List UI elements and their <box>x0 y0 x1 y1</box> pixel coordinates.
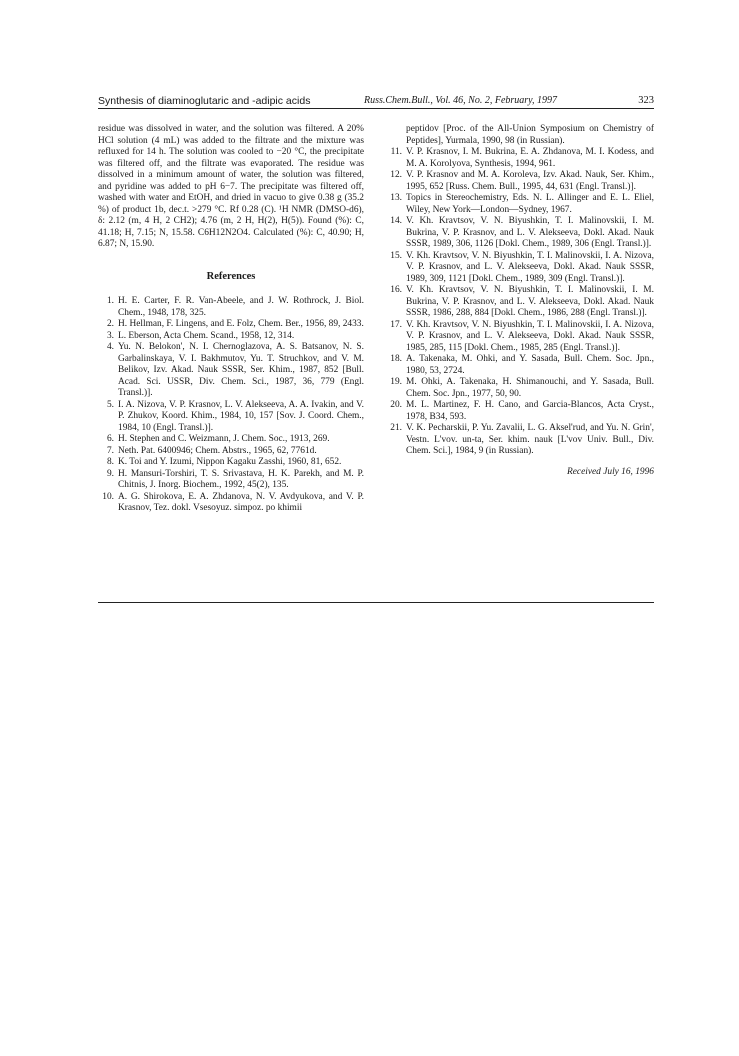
reference-text: Yu. N. Belokon', N. I. Chernoglazova, A. S. Batsanov, N. S. Garbalinskaya, V. I. Bakhmutov, Yu. T. Struchkov, and V. M. Belikov, Izv. Akad. Nauk SSSR, Ser. Khim., 1987, 852 [Bull. Acad. Sci. USSR, Div. Chem. Sci., 1987, 36, 779 (Engl. Transl.)]. <box>118 342 364 398</box>
reference-item <box>98 469 364 492</box>
reference-number: 18. <box>390 354 402 364</box>
reference-number: 10. <box>102 491 114 502</box>
reference-number: 21. <box>390 423 402 433</box>
reference-item <box>98 296 364 319</box>
reference-item <box>98 319 364 331</box>
header-rule <box>98 108 654 109</box>
reference-text: Topics in Stereochemistry, Eds. N. L. Allinger and E. L. Eliel, Wiley, New York—London—Sydney, 1967. <box>406 193 654 215</box>
reference-text: Neth. Pat. 6400946; Chem. Abstrs., 1965, 62, 7761d. <box>118 445 317 456</box>
reference-list-left <box>98 296 364 515</box>
reference-text: V. Kh. Kravtsov, V. N. Biyushkin, T. I. Malinovskii, I. M. Bukrina, V. P. Krasnov, and L. V. Alekseeva, Dokl. Akad. Nauk SSSR, 1986, 288, 884 [Dokl. Chem., 1986, 288 (Engl. Transl.)]. <box>406 285 654 318</box>
reference-number: 6. <box>106 434 114 444</box>
reference-number: 14. <box>390 216 402 226</box>
reference-list-right <box>386 147 654 458</box>
reference-item <box>386 193 654 216</box>
reference-text: H. Hellman, F. Lingens, and E. Folz, Chem. Ber., 1956, 89, 2433. <box>118 319 364 329</box>
reference-text: H. E. Carter, F. R. Van-Abeele, and J. W. Rothrock, J. Biol. Chem., 1948, 178, 325. <box>118 296 364 318</box>
reference-item <box>386 354 654 377</box>
reference-number: 1. <box>106 296 114 306</box>
reference-item <box>98 446 364 458</box>
reference-text: H. Stephen and C. Weizmann, J. Chem. Soc., 1913, 269. <box>118 434 330 444</box>
reference-item <box>386 147 654 170</box>
reference-item <box>386 170 654 193</box>
footer-rule <box>98 602 654 603</box>
reference-text: K. Toi and Y. Izumi, Nippon Kagaku Zasshi, 1960, 81, 652. <box>118 457 342 467</box>
reference-item <box>386 377 654 400</box>
reference-item <box>98 457 364 469</box>
reference-number: 4. <box>106 342 114 352</box>
right-column <box>386 124 654 478</box>
header-journal-citation: Russ.Chem.Bull., Vol. 46, No. 2, February, 1997 <box>364 95 558 106</box>
page-number: 323 <box>638 95 654 106</box>
references-heading: References <box>206 270 256 282</box>
received-date: Received July 16, 1996 <box>567 466 654 477</box>
reference-item <box>386 251 654 286</box>
reference-number: 7. <box>106 445 114 456</box>
reference-number: 5. <box>106 399 114 410</box>
reference-10-continuation: peptidov [Proc. of the All-Union Symposium on Chemistry of Peptides], Yurmala, 1990, 98 (in Russian). <box>406 124 654 146</box>
reference-text: H. Mansuri-Torshiri, T. S. Srivastava, H. K. Parekh, and M. P. Chitnis, J. Inorg. Biochem., 1992, 45(2), 135. <box>118 468 364 490</box>
reference-number: 15. <box>390 250 402 261</box>
reference-item <box>386 423 654 458</box>
header-article-title: Synthesis of diaminoglutaric and -adipic acids <box>98 95 311 107</box>
reference-item <box>98 400 364 435</box>
reference-text: L. Eberson, Acta Chem. Scand., 1958, 12, 314. <box>118 330 295 341</box>
reference-text: I. A. Nizova, V. P. Krasnov, L. V. Alekseeva, A. A. Ivakin, and V. P. Zhukov, Koord. Khim., 1984, 10, 157 [Sov. J. Coord. Chem., 1984, 10 (Engl. Transl.)]. <box>118 399 364 433</box>
reference-item <box>386 320 654 355</box>
reference-number: 20. <box>390 400 402 410</box>
left-column <box>98 124 364 515</box>
reference-text: V. P. Krasnov and M. A. Koroleva, Izv. Akad. Nauk, Ser. Khim., 1995, 652 [Russ. Chem. Bull., 1995, 44, 631 (Engl. Transl.)]. <box>406 170 654 192</box>
reference-text: V. Kh. Kravtsov, V. N. Biyushkin, T. I. Malinovskii, I. A. Nizova, V. P. Krasnov, and L. V. Alekseeva, Dokl. Akad. Nauk SSSR, 1989, 309, 1121 [Dokl. Chem., 1989, 309 (Engl. Transl.)]. <box>406 250 654 284</box>
reference-number: 16. <box>390 285 402 295</box>
reference-item <box>98 331 364 343</box>
reference-number: 13. <box>390 193 402 203</box>
reference-item <box>386 285 654 320</box>
reference-number: 8. <box>106 457 114 467</box>
reference-number: 12. <box>390 170 402 180</box>
reference-number: 9. <box>106 468 114 479</box>
reference-text: M. L. Martinez, F. H. Cano, and Garcia-Blancos, Acta Cryst., 1978, B34, 593. <box>406 400 654 422</box>
reference-item <box>98 342 364 400</box>
reference-number: 19. <box>390 377 402 387</box>
reference-text: M. Ohki, A. Takenaka, H. Shimanouchi, and Y. Sasada, Bull. Chem. Soc. Jpn., 1977, 50, 90. <box>406 377 654 399</box>
reference-number: 2. <box>106 319 114 329</box>
reference-text: A. G. Shirokova, E. A. Zhdanova, N. V. Avdyukova, and V. P. Krasnov, Tez. dokl. Vsesoyuz. simpoz. po khimii <box>118 491 364 513</box>
reference-item <box>98 434 364 446</box>
reference-item <box>386 216 654 251</box>
reference-number: 3. <box>106 330 114 341</box>
reference-item <box>98 492 364 515</box>
reference-text: A. Takenaka, M. Ohki, and Y. Sasada, Bull. Chem. Soc. Jpn., 1980, 53, 2724. <box>406 354 654 376</box>
reference-item <box>386 400 654 423</box>
reference-text: V. Kh. Kravtsov, V. N. Biyushkin, T. I. Malinovskii, I. M. Bukrina, V. P. Krasnov, and L. V. Alekseeva, Dokl. Akad. Nauk SSSR, 1989, 306, 1126 [Dokl. Chem., 1989, 306 (Engl. Transl.)]. <box>406 216 654 249</box>
experimental-paragraph: residue was dissolved in water, and the solution was filtered. A 20% HCl solution (4 mL) was added to the filtrate and the mixture was refluxed for 14 h. The solution was cooled to −20 °C, the precipitate was filtered off, and the filtrate was evaporated. The residue was dissolved in a minimum amount of water, the solution was filtered, and pyridine was added to pH 6−7. The precipitate was filtered off, washed with water and EtOH, and dried in vacuo to give 0.38 g (35.2 %) of product 1b, dec.t. >279 °C. Rf 0.28 (C). ¹H NMR (DMSO-d6), δ: 2.12 (m, 4 H, 2 CH2); 4.76 (m, 2 H, H(2), H(5)). Found (%): C, 41.18; H, 7.15; N, 15.58. C6H12N2O4. Calculated (%): C, 40.90; H, 6.87; N, 15.90. <box>98 124 364 249</box>
reference-text: V. P. Krasnov, I. M. Bukrina, E. A. Zhdanova, M. I. Kodess, and M. A. Korolyova, Synthesis, 1994, 961. <box>406 147 654 169</box>
reference-text: V. Kh. Kravtsov, V. N. Biyushkin, T. I. Malinovskii, I. A. Nizova, V. P. Krasnov, and L. V. Alekseeva, Dokl. Akad. Nauk SSSR, 1985, 285, 115 [Dokl. Chem., 1985, 285 (Engl. Transl.)]. <box>406 319 654 353</box>
reference-number: 11. <box>390 147 402 157</box>
reference-number: 17. <box>390 319 402 330</box>
reference-text: V. K. Pecharskii, P. Yu. Zavalii, L. G. Aksel'rud, and Yu. N. Grin', Vestn. L'vov. un-ta, Ser. khim. nauk [L'vov Univ. Bull., Div. Chem. Sci.], 1984, 9 (in Russian). <box>406 423 654 456</box>
